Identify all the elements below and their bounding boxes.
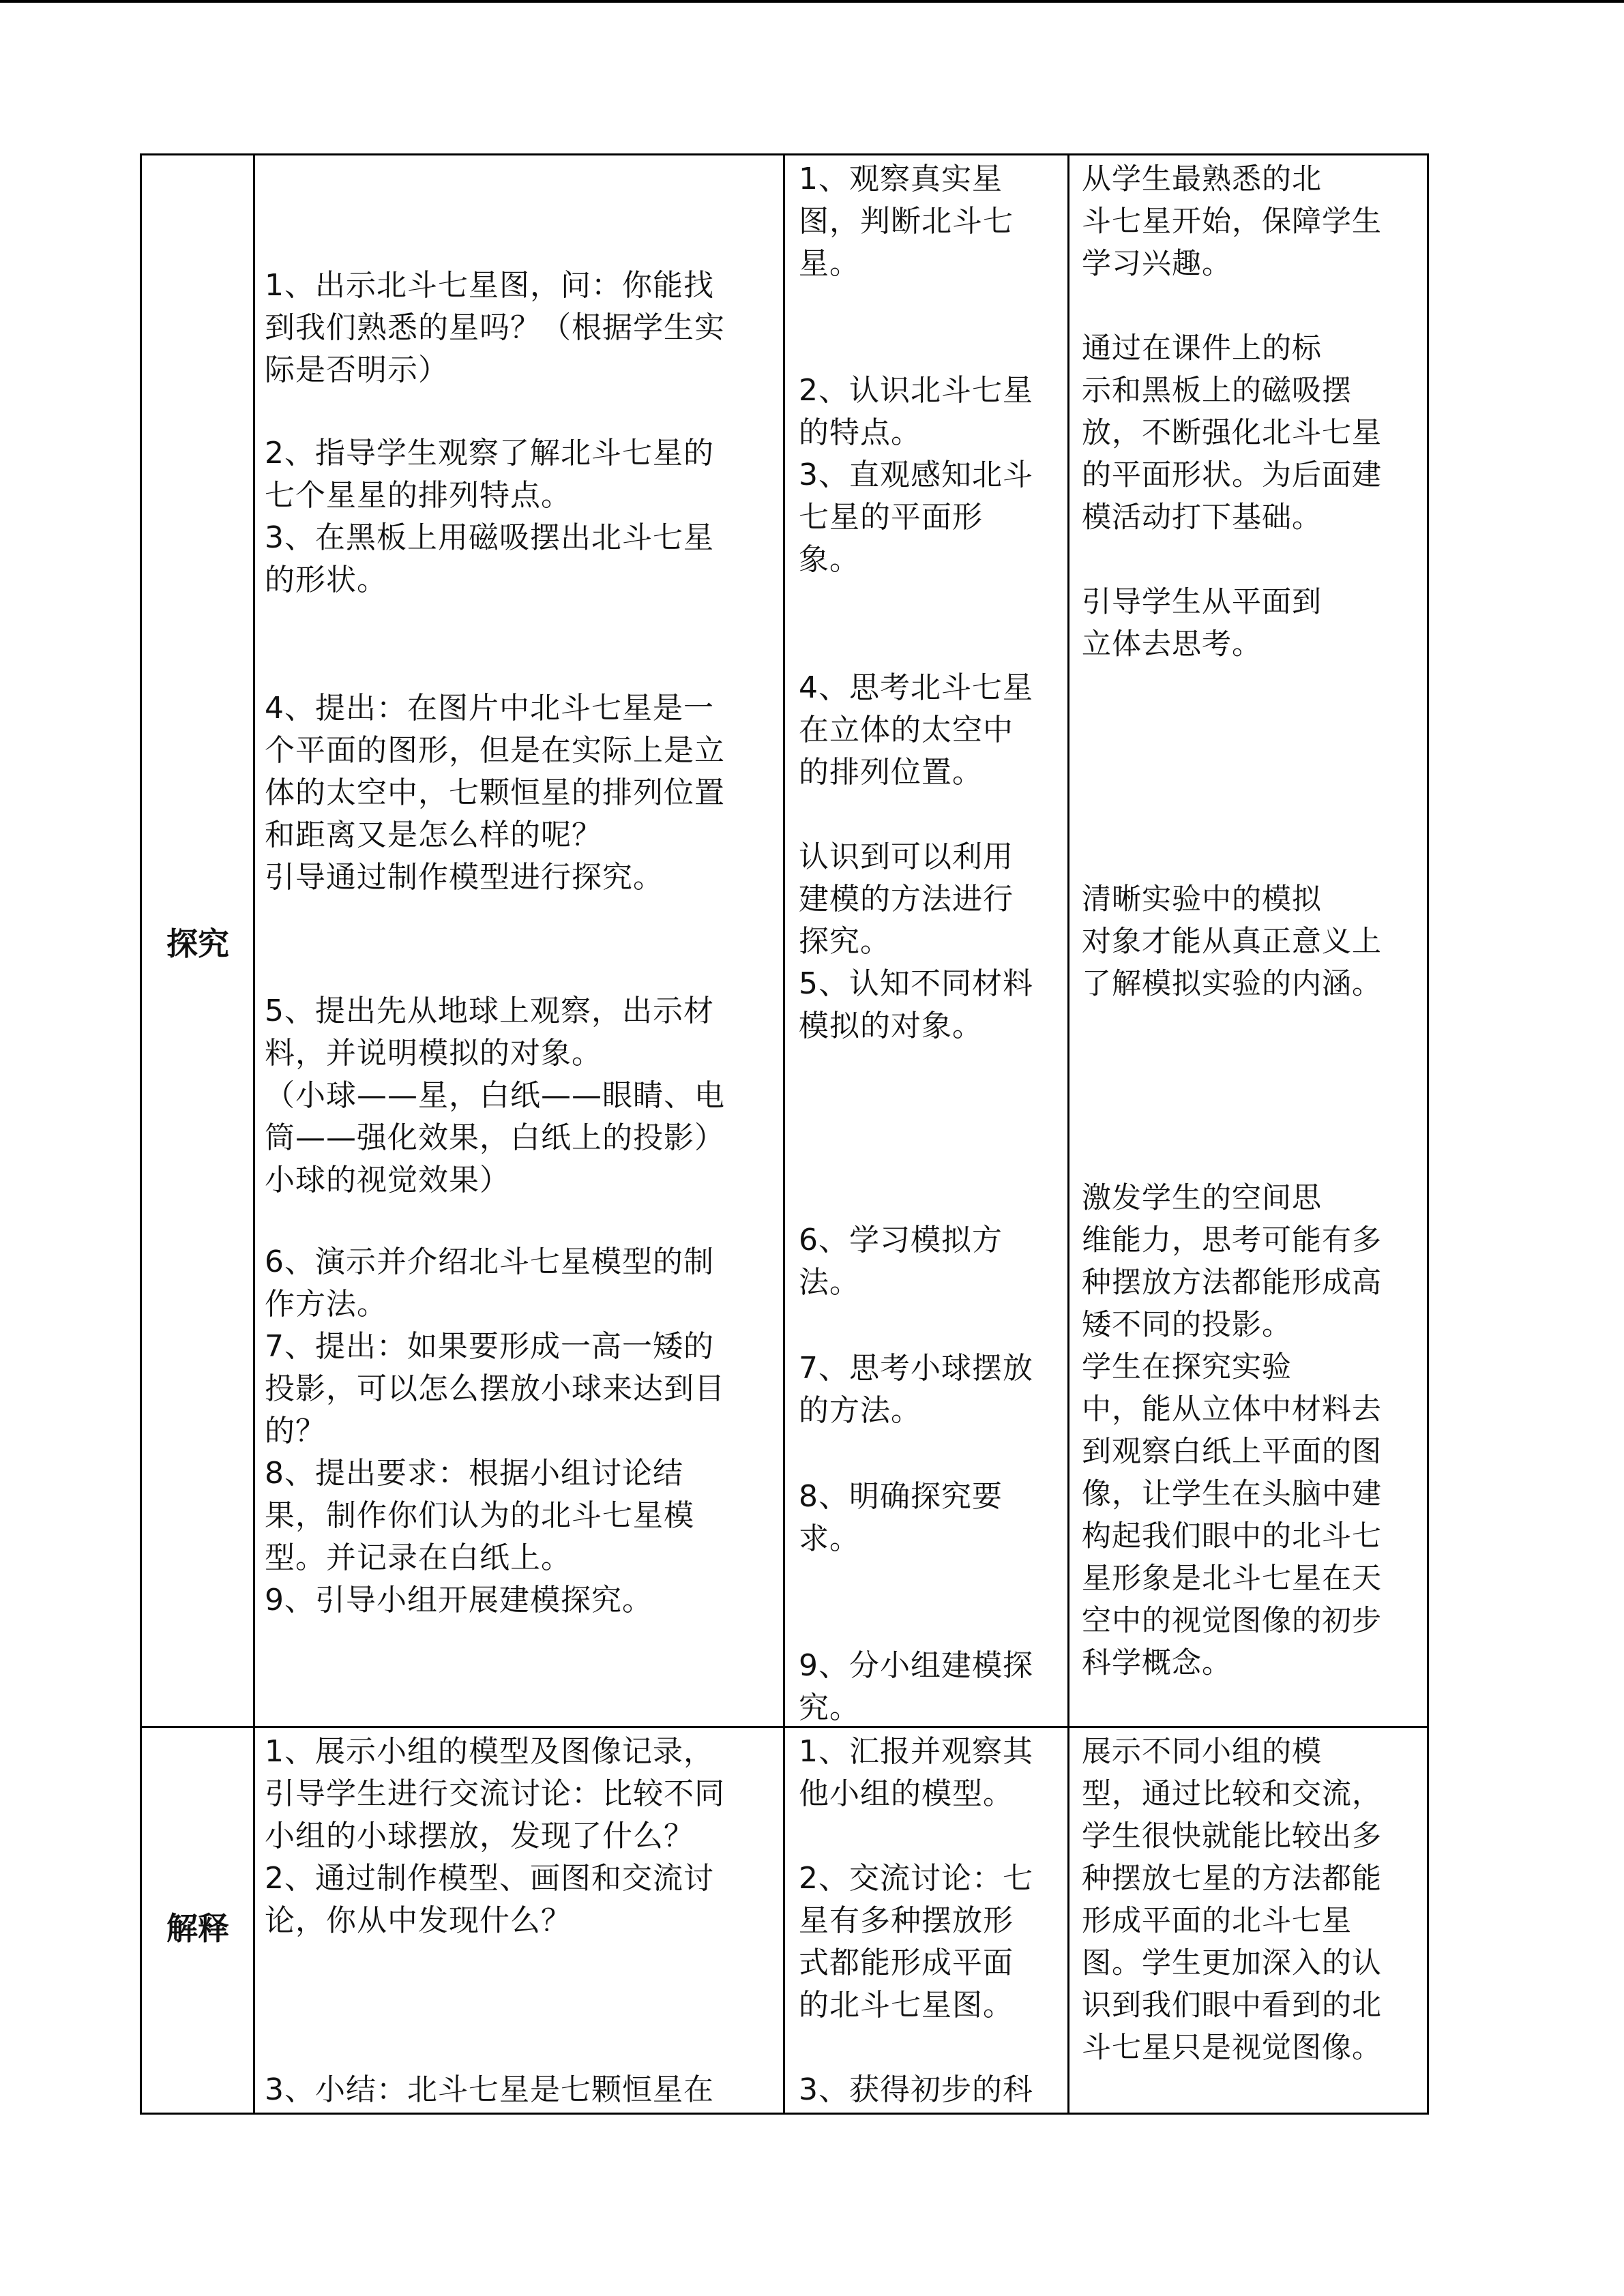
design-intent-cell [1082, 155, 1423, 1726]
student-activity-text: 3、获得初步的科 [799, 2072, 1033, 2107]
column-divider [1067, 155, 1069, 2113]
teacher-activity-cell [265, 1728, 783, 2113]
student-activity-text: 4、思考北斗七星 在立体的太空中 的排列位置。 [799, 670, 1033, 790]
lesson-plan-table [140, 153, 1429, 2115]
design-intent-text: 清晰实验中的模拟 对象才能从真正意义上 了解模拟实验的内涵。 [1082, 882, 1382, 1001]
student-activity-text: 2、认识北斗七星 的特点。 3、直观感知北斗 七星的平面形 象。 [799, 373, 1033, 577]
column-divider [253, 155, 255, 2113]
column-divider [783, 155, 785, 2113]
teacher-activity-text: 2、指导学生观察了解北斗七星的 七个星星的排列特点。 3、在黑板上用磁吸摆出北斗七星 的形状。 [265, 436, 714, 597]
design-intent-cell [1082, 1728, 1423, 2113]
student-activity-text: 2、交流讨论：七 星有多种摆放形 式都能形成平面 的北斗七星图。 [799, 1861, 1033, 2023]
design-intent-text: 从学生最熟悉的北 斗七星开始，保障学生 学习兴趣。 [1082, 162, 1382, 281]
teacher-activity-text: 6、演示并介绍北斗七星模型的制 作方法。 7、提出：如果要形成一高一矮的 投影，可以怎么摆放小球来达到目 的？ 8、提出要求：根据小组讨论结 果，制作你们认为的北斗七星模 型。并记录在白纸上。 9、引导小组开展建模探究。 [265, 1244, 725, 1617]
teacher-activity-text: 1、展示小组的模型及图像记录， 引导学生进行交流讨论：比较不同 小组的小球摆放，发现了什么？ 2、通过制作模型、画图和交流讨 论，你从中发现什么？ [265, 1734, 725, 1938]
teacher-activity-cell [265, 155, 783, 1726]
student-activity-cell [799, 1728, 1067, 2113]
section-label: 探究 [166, 925, 229, 962]
student-activity-cell [799, 155, 1067, 1726]
section-label-cell [142, 1728, 253, 2113]
teacher-activity-text: 1、出示北斗七星图，问：你能找 到我们熟悉的星吗？（根据学生实 际是否明示） [265, 268, 725, 387]
student-activity-text: 认识到可以利用 建模的方法进行 探究。 5、认知不同材料 模拟的对象。 [799, 839, 1033, 1043]
section-label-cell [142, 155, 253, 1726]
top-border-line [0, 0, 1624, 3]
design-intent-text: 激发学生的空间思 维能力，思考可能有多 种摆放方法都能形成高 矮不同的投影。 学生在探究实验 中，能从立体中材料去 到观察白纸上平面的图 像，让学生在头脑中建 构起我们眼中的北斗七 星形象是北斗七星在天 空中的视觉图像的初步 科学概念。 [1082, 1181, 1382, 1680]
student-activity-text: 8、明确探究要 求。 [799, 1479, 1003, 1556]
design-intent-text: 引导学生从平面到 立体去思考。 [1082, 585, 1322, 661]
section-label: 解释 [166, 1910, 229, 1947]
student-activity-text: 9、分小组建模探 究。 [799, 1648, 1033, 1725]
student-activity-text: 6、学习模拟方 法。 [799, 1223, 1003, 1300]
design-intent-text: 通过在课件上的标 示和黑板上的磁吸摆 放，不断强化北斗七星 的平面形状。为后面建 模活动打下基础。 [1082, 331, 1382, 535]
design-intent-text: 展示不同小组的模 型，通过比较和交流， 学生很快就能比较出多 种摆放七星的方法都能 形成平面的北斗七星 图。学生更加深入的认 识到我们眼中看到的北 斗七星只是视觉图像。 [1082, 1735, 1382, 2065]
student-activity-text: 1、观察真实星 图，判断北斗七 星。 [799, 162, 1014, 281]
teacher-activity-text: 4、提出：在图片中北斗七星是一 个平面的图形，但是在实际上是立 体的太空中，七颗恒星的排列位置 和距离又是怎么样的呢？ 引导通过制作模型进行探究。 [265, 691, 725, 895]
student-activity-text: 7、思考小球摆放 的方法。 [799, 1351, 1033, 1428]
student-activity-text: 1、汇报并观察其 他小组的模型。 [799, 1734, 1033, 1811]
teacher-activity-text: 3、小结：北斗七星是七颗恒星在 [265, 2072, 714, 2107]
teacher-activity-text: 5、提出先从地球上观察，出示材 料，并说明模拟的对象。 （小球——星，白纸——眼睛、电 筒——强化效果，白纸上的投影） 小球的视觉效果） [265, 994, 725, 1197]
